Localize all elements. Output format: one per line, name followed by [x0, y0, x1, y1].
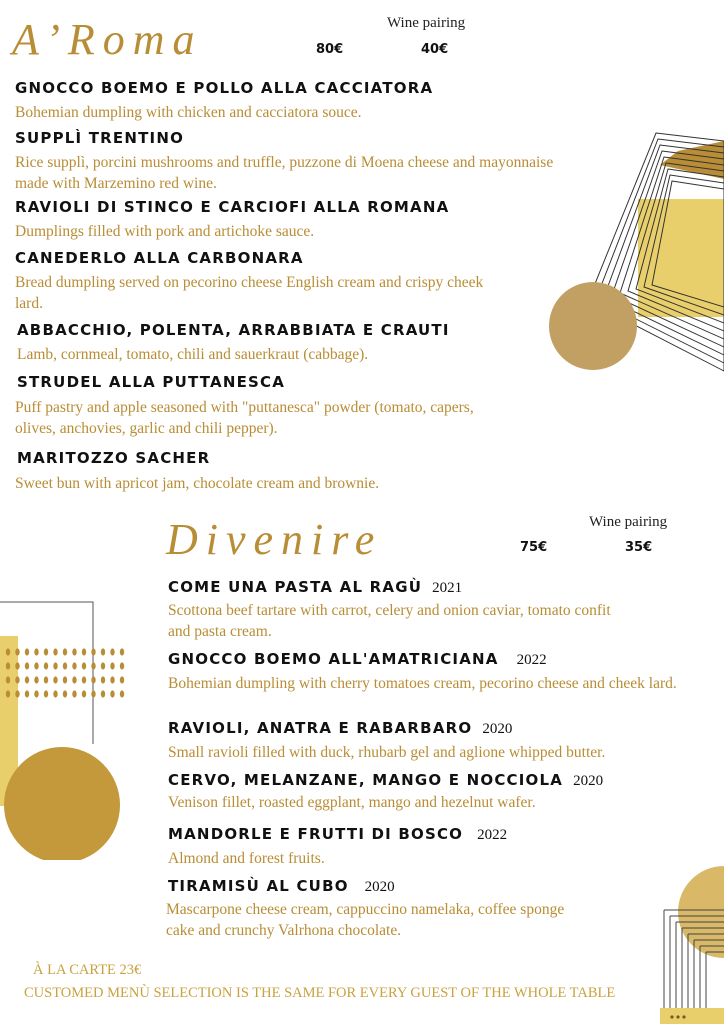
decorative-dot — [15, 676, 19, 683]
decorative-dot — [110, 662, 114, 669]
decorative-dot — [25, 676, 29, 683]
aroma-dish-name: CANEDERLO ALLA CARBONARA — [15, 249, 304, 267]
dish-year: 2022 — [477, 827, 508, 843]
aroma-dish-name: STRUDEL ALLA PUTTANESCA — [17, 373, 286, 391]
decorative-dot — [101, 676, 105, 683]
decorative-dot — [101, 662, 105, 669]
decorative-dot — [72, 648, 76, 655]
decorative-dot — [63, 662, 67, 669]
decorative-dot — [120, 648, 124, 655]
decorative-dot — [34, 690, 38, 697]
aroma-dish-name: SUPPLÌ TRENTINO — [15, 129, 185, 147]
dish-title: MANDORLE E FRUTTI DI BOSCO — [168, 825, 464, 843]
aroma-dish-desc: Rice supplì, porcini mushrooms and truffle, puzzone di Moena cheese and mayonnaise made with Marzemino red wine. — [15, 154, 554, 192]
decorative-dot — [120, 662, 124, 669]
aroma-dish-desc: Sweet bun with apricot jam, chocolate cream and brownie. — [15, 475, 380, 492]
dish-title: GNOCCO BOEMO ALL'AMATRICIANA — [168, 650, 499, 668]
decorative-dot — [34, 676, 38, 683]
geometric-decoration-left — [0, 600, 130, 860]
dish-title: RAVIOLI, ANATRA E RABARBARO — [168, 719, 473, 737]
decorative-dot — [110, 690, 114, 697]
decorative-dot — [6, 676, 10, 683]
aroma-dish-name: RAVIOLI DI STINCO E CARCIOFI ALLA ROMANA — [15, 198, 450, 216]
divenire-dish-name — [168, 719, 512, 738]
aroma-dish-desc: Lamb, cornmeal, tomato, chili and sauerkraut (cabbage). — [17, 346, 369, 363]
dish-year: 2021 — [432, 580, 463, 596]
decorative-dot — [63, 690, 67, 697]
decorative-dot — [53, 648, 57, 655]
table-selection-note: CUSTOMED MENÙ SELECTION IS THE SAME FOR EVERY GUEST OF THE WHOLE TABLE — [24, 985, 616, 1001]
decorative-dot — [63, 648, 67, 655]
dish-title: TIRAMISÙ AL CUBO — [168, 877, 349, 895]
decorative-dot — [44, 648, 48, 655]
decorative-dot — [53, 690, 57, 697]
aroma-price: 80€ — [316, 42, 344, 57]
decorative-dot — [34, 662, 38, 669]
aroma-dish-desc: Dumplings filled with pork and artichoke sauce. — [15, 223, 315, 240]
decorative-dot — [15, 662, 19, 669]
divenire-dish-name — [168, 578, 462, 597]
divenire-wine-price: 35€ — [625, 540, 653, 555]
decorative-dot — [25, 662, 29, 669]
decorative-dot — [53, 662, 57, 669]
divenire-dish-desc: Small ravioli filled with duck, rhubarb gel and aglione whipped butter. — [168, 744, 606, 761]
decorative-dot — [63, 676, 67, 683]
divenire-dish-desc: Scottona beef tartare with carrot, celery and onion caviar, tomato confit and pasta cream. — [168, 602, 611, 640]
decorative-dot — [6, 648, 10, 655]
divenire-dish-name — [168, 650, 547, 669]
divenire-dish-desc: Venison fillet, roasted eggplant, mango and hezelnut wafer. — [168, 794, 536, 811]
divenire-dish-name — [168, 877, 395, 896]
dish-title: CERVO, MELANZANE, MANGO E NOCCIOLA — [168, 771, 564, 789]
aroma-dish-desc: Bread dumpling served on pecorino cheese English cream and crispy cheek lard. — [15, 274, 484, 312]
decorative-dot — [101, 690, 105, 697]
aroma-dish-name: MARITOZZO SACHER — [17, 449, 211, 467]
dish-title: COME UNA PASTA AL RAGÙ — [168, 578, 423, 596]
decorative-dot — [110, 676, 114, 683]
decorative-dot — [6, 662, 10, 669]
aroma-wine-pairing-label: Wine pairing — [387, 15, 466, 31]
decorative-dot — [110, 648, 114, 655]
decorative-dot — [91, 648, 95, 655]
divenire-dish-desc: Mascarpone cheese cream, cappuccino namelaka, coffee sponge cake and crunchy Valrhona chocolate. — [166, 901, 565, 939]
aroma-dish-name: ABBACCHIO, POLENTA, ARRABBIATA E CRAUTI — [17, 321, 450, 339]
dish-year: 2020 — [573, 773, 604, 789]
decorative-dot — [25, 690, 29, 697]
decorative-dot — [44, 690, 48, 697]
decorative-dot — [82, 662, 86, 669]
decorative-dot — [82, 648, 86, 655]
decorative-dot — [25, 648, 29, 655]
decorative-dot — [34, 648, 38, 655]
dish-year: 2020 — [482, 721, 513, 737]
decorative-dot — [91, 676, 95, 683]
decorative-dot — [72, 676, 76, 683]
divenire-dish-name — [168, 825, 507, 844]
divenire-dish-name — [168, 771, 603, 790]
divenire-price: 75€ — [520, 540, 548, 555]
decorative-dot — [6, 690, 10, 697]
decorative-dot — [44, 676, 48, 683]
aroma-title: A’Roma — [12, 15, 203, 64]
divenire-wine-pairing-label: Wine pairing — [589, 514, 668, 530]
decorative-dot — [120, 690, 124, 697]
divenire-dish-desc: Bohemian dumpling with cherry tomatoes cream, pecorino cheese and cheek lard. — [168, 675, 677, 692]
aroma-dish-name: GNOCCO BOEMO E POLLO ALLA CACCIATORA — [15, 79, 434, 97]
divenire-title: Divenire — [166, 515, 383, 564]
decorative-dot — [15, 690, 19, 697]
divenire-dish-desc: Almond and forest fruits. — [168, 850, 325, 867]
dish-year: 2020 — [364, 879, 395, 895]
decorative-dot — [82, 690, 86, 697]
dish-year: 2022 — [516, 652, 547, 668]
aroma-dish-desc: Bohemian dumpling with chicken and cacciatora souce. — [15, 104, 362, 121]
decorative-dot — [44, 662, 48, 669]
aroma-dish-desc: Puff pastry and apple seasoned with "puttanesca" powder (tomato, capers, olives, anchovies, garlic and chili pepper). — [15, 399, 474, 437]
decorative-dot — [91, 662, 95, 669]
aroma-wine-price: 40€ — [421, 42, 449, 57]
decorative-dot — [72, 662, 76, 669]
decorative-dot — [53, 676, 57, 683]
a-la-carte-price: À LA CARTE 23€ — [33, 962, 142, 978]
decorative-dot — [91, 690, 95, 697]
geometric-decoration-bottom-right — [660, 860, 724, 1024]
decorative-dot — [120, 676, 124, 683]
decorative-dot — [82, 676, 86, 683]
decorative-dot — [72, 690, 76, 697]
decorative-dot — [15, 648, 19, 655]
decorative-dot — [101, 648, 105, 655]
